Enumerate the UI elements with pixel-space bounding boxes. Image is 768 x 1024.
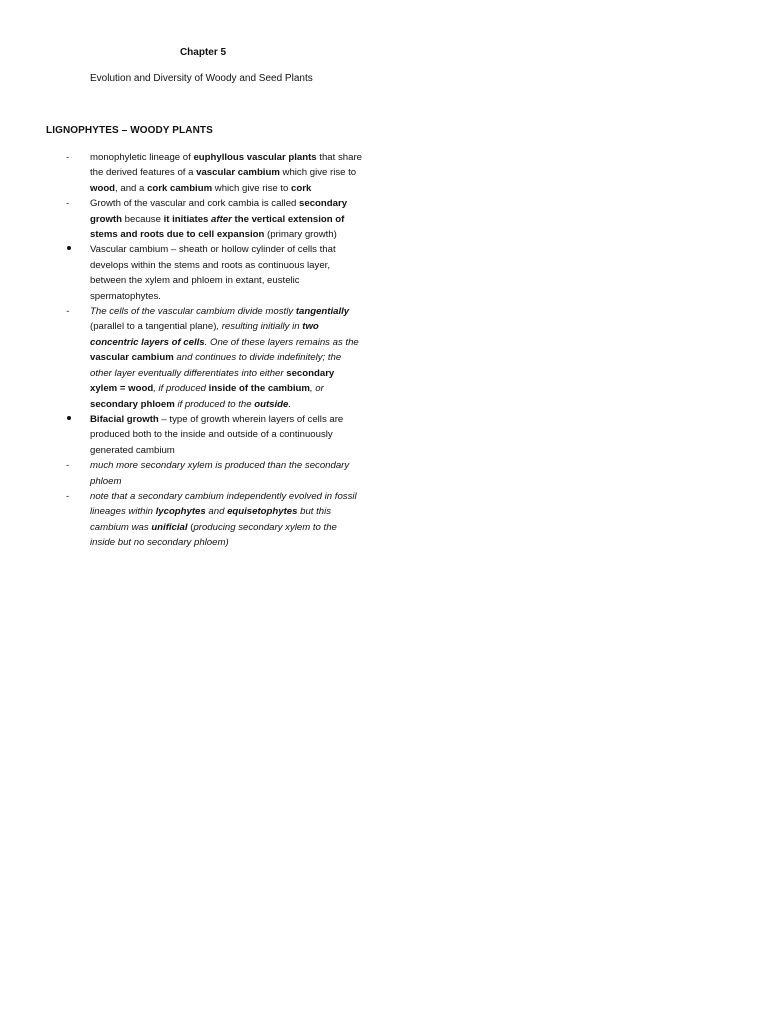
bold-term: secondary xylem = wood [90, 367, 335, 395]
text-run: and [205, 506, 228, 518]
text-run: if produced to the [174, 398, 255, 410]
text-run: which give rise to [212, 182, 292, 194]
text-run: which give rise to [279, 167, 357, 179]
dash-marker: - [66, 198, 70, 210]
bold-term: secondary growth [90, 198, 348, 225]
dash-marker: - [66, 152, 70, 163]
text-run: note that a secondary cambium independently evolved in fossil lineages within [90, 490, 357, 518]
text-run: – type of growth wherein layers of cells are produced both to the inside and outside of a continuously generated cambium [90, 413, 344, 456]
bold-term: unificial [151, 521, 188, 533]
list-item [62, 196, 362, 242]
text-run: because [121, 213, 164, 225]
text-run: The cells of the vascular cambium divide mostly [90, 306, 296, 318]
bold-term: it initiates [163, 213, 212, 225]
chapter-title: Chapter 5 [179, 47, 227, 58]
bullet-dot-icon [67, 416, 71, 420]
dash-marker: - [66, 490, 70, 502]
bold-term: Bifacial growth [90, 413, 159, 425]
text-run: much more secondary xylem is produced than the secondary phloem [90, 460, 350, 487]
bold-term: vascular cambium [90, 352, 174, 364]
text-run: , and a [115, 182, 148, 194]
list-item [62, 412, 362, 458]
bold-term: lycophytes [155, 506, 206, 518]
bold-term: two concentric layers of cells [90, 321, 319, 348]
bold-term: vascular cambium [196, 167, 280, 179]
text-run: , if produced [153, 383, 209, 395]
text-run: , or [309, 383, 324, 395]
text-run: producing secondary xylem to the inside but no secondary phloem) [90, 521, 337, 549]
text-run: that share the derived features of a [90, 152, 362, 179]
section-heading: LIGNOPHYTES – WOODY PLANTS [46, 125, 213, 136]
list-item [62, 458, 362, 489]
bold-italic-term: after [211, 213, 232, 225]
bold-term: equisetophytes [227, 506, 298, 518]
text-run: . [288, 398, 292, 410]
bold-term: cork cambium [147, 182, 213, 194]
text-run: ( [187, 521, 194, 533]
dash-marker: - [66, 306, 70, 318]
dash-marker: - [66, 460, 70, 472]
text-run: , resulting initially in [216, 321, 303, 333]
text-run: monophyletic lineage of [90, 152, 194, 163]
bullet-marker [66, 242, 80, 257]
bullet-dot-icon [67, 246, 71, 250]
text-run: and continues to divide indefinitely; the other layer eventually differentiates into either [90, 352, 342, 379]
text-run: (parallel to a tangential plane) [90, 321, 217, 333]
list-item [62, 304, 362, 412]
list-item [62, 489, 362, 551]
bullet-marker [66, 412, 80, 427]
notes-list [62, 150, 362, 551]
list-item [62, 150, 362, 196]
text-run: but this cambium was [90, 506, 332, 533]
list-item [62, 242, 362, 304]
text-run: Growth of the vascular and cork cambia is called [90, 198, 300, 210]
bold-term: inside of the cambium [208, 383, 310, 395]
text-run: (primary growth) [264, 229, 337, 241]
bold-term: secondary phloem [90, 398, 175, 410]
bold-term: tangentially [295, 306, 350, 318]
bold-term: outside [254, 398, 289, 410]
bold-term: the vertical extension of stems and roots due to cell expansion [90, 213, 345, 241]
chapter-subtitle: Evolution and Diversity of Woody and Seed Plants [90, 73, 313, 84]
bold-term: wood [90, 182, 116, 194]
text-run: Vascular cambium – sheath or hollow cylinder of cells that develops within the stems and roots as continuous layer, between the xylem and phloem in extant, eustelic spermatophytes. [90, 244, 336, 302]
text-run: . One of these layers remains as the [204, 336, 359, 348]
bold-term: euphyllous vascular plants [193, 152, 317, 163]
bold-term: cork [291, 182, 312, 194]
